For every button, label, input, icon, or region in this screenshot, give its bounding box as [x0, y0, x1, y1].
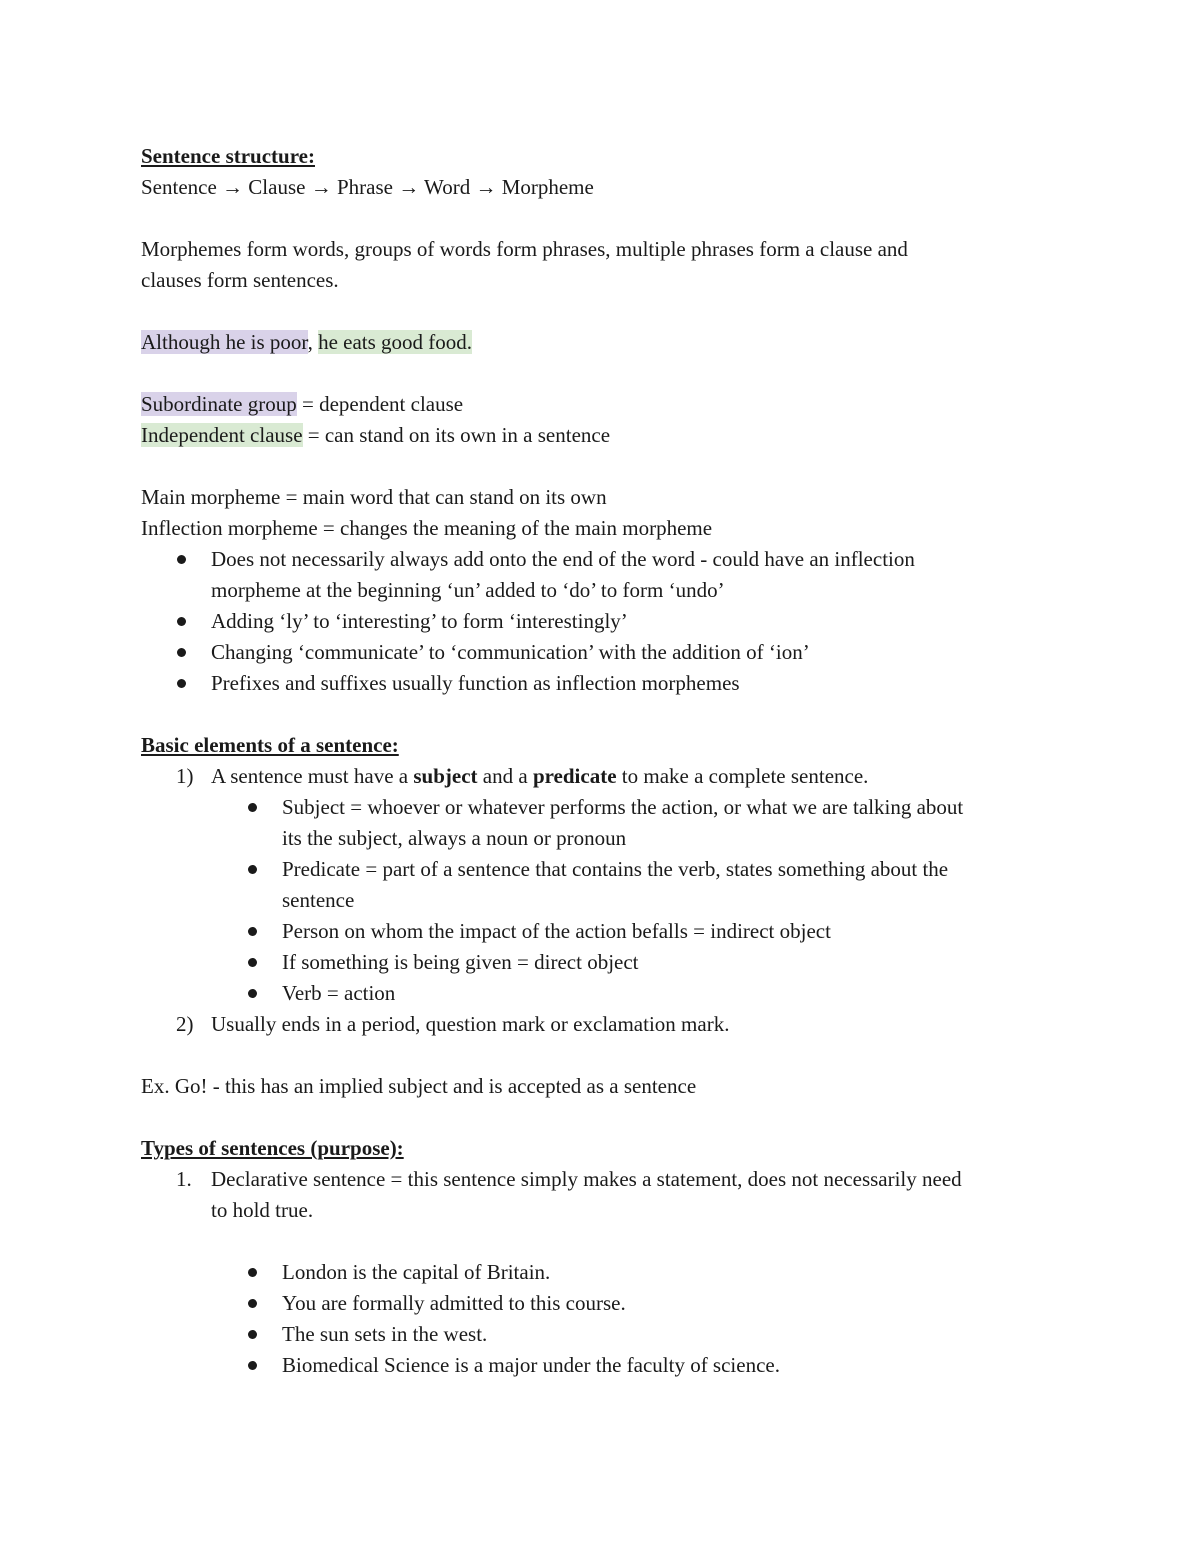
list-item-text: A sentence must have a subject and a predicate to make a complete sentence. [211, 764, 869, 788]
list-item [141, 668, 1061, 699]
bullet-icon [248, 947, 257, 978]
list-item [141, 978, 1061, 1009]
definition-text: = dependent clause [296, 392, 464, 416]
highlight-independent: he eats good food. [318, 330, 473, 354]
bullet-icon [177, 544, 186, 575]
bullet-icon [177, 606, 186, 637]
paragraph-line: Morphemes form words, groups of words form phrases, multiple phrases form a clause and [141, 237, 908, 261]
list-item-text: morpheme at the beginning ‘un’ added to ‘do’ to form ‘undo’ [211, 578, 725, 602]
list-item-text: The sun sets in the west. [282, 1322, 488, 1346]
definition-independent [141, 420, 1061, 451]
paragraph-line: clauses form sentences. [141, 268, 339, 292]
list-item-text: London is the capital of Britain. [282, 1260, 551, 1284]
list-item-text: If something is being given = direct object [282, 950, 639, 974]
list-item [141, 1288, 1061, 1319]
numbered-item [141, 1009, 1061, 1040]
bullet-icon [177, 668, 186, 699]
term-independent-clause: Independent clause [141, 423, 303, 447]
list-item-text: Usually ends in a period, question mark or exclamation mark. [211, 1012, 730, 1036]
example-sentence [141, 327, 1061, 358]
list-item-text: Declarative sentence = this sentence simply makes a statement, does not necessarily need [211, 1167, 962, 1191]
bullet-icon [248, 1350, 257, 1381]
list-item [141, 916, 1061, 947]
list-item-text: Person on whom the impact of the action befalls = indirect object [282, 919, 831, 943]
structure-chain: Sentence → Clause → Phrase → Word → Morpheme [141, 175, 594, 199]
example-comma: , [307, 330, 319, 354]
list-item [141, 854, 1061, 916]
numbered-item [141, 1164, 1061, 1226]
definition-text: = can stand on its own in a sentence [302, 423, 611, 447]
list-item-text: sentence [282, 888, 355, 912]
list-number: 1) [176, 764, 194, 788]
term-predicate: predicate [532, 764, 617, 788]
bullet-icon [248, 792, 257, 823]
list-item-text: Biomedical Science is a major under the faculty of science. [282, 1353, 780, 1377]
list-item-text: Predicate = part of a sentence that contains the verb, states something about the [282, 857, 949, 881]
list-item [141, 947, 1061, 978]
highlight-subordinate: Although he is poor [141, 330, 308, 354]
list-item [141, 544, 1061, 606]
list-item [141, 606, 1061, 637]
list-item-text: Subject = whoever or whatever performs the action, or what we are talking about [282, 795, 964, 819]
inflection-morpheme-definition: Inflection morpheme = changes the meaning of the main morpheme [141, 516, 713, 540]
list-item [141, 1319, 1061, 1350]
heading-basic-elements: Basic elements of a sentence: [141, 733, 399, 757]
main-morpheme-definition: Main morpheme = main word that can stand on its own [141, 485, 607, 509]
list-item-text: You are formally admitted to this course. [282, 1291, 626, 1315]
numbered-item [141, 761, 1061, 792]
bullet-icon [177, 637, 186, 668]
list-item [141, 637, 1061, 668]
list-number: 1. [176, 1167, 192, 1191]
list-item-text: Adding ‘ly’ to ‘interesting’ to form ‘interestingly’ [211, 609, 628, 633]
list-item-text: Prefixes and suffixes usually function as inflection morphemes [211, 671, 740, 695]
bullet-icon [248, 1319, 257, 1350]
bullet-icon [248, 1288, 257, 1319]
list-item [141, 1257, 1061, 1288]
list-item [141, 792, 1061, 854]
list-item-text: Changing ‘communicate’ to ‘communication’ with the addition of ‘ion’ [211, 640, 810, 664]
list-item-text: Verb = action [282, 981, 396, 1005]
list-item-text: its the subject, always a noun or pronoun [282, 826, 627, 850]
heading-types-of-sentences: Types of sentences (purpose): [141, 1136, 404, 1160]
heading-sentence-structure: Sentence structure: [141, 144, 315, 168]
bullet-icon [248, 1257, 257, 1288]
definition-subordinate [141, 389, 1061, 420]
example-text: Ex. Go! - this has an implied subject and is accepted as a sentence [141, 1074, 697, 1098]
term-subordinate-group: Subordinate group [141, 392, 297, 416]
bullet-icon [248, 978, 257, 1009]
list-number: 2) [176, 1012, 194, 1036]
list-item [141, 1350, 1061, 1381]
bullet-icon [248, 916, 257, 947]
bullet-icon [248, 854, 257, 885]
list-item-text: to hold true. [211, 1198, 314, 1222]
document-page [141, 141, 1061, 1381]
list-item-text: Does not necessarily always add onto the end of the word - could have an inflection [211, 547, 915, 571]
term-subject: subject [413, 764, 478, 788]
